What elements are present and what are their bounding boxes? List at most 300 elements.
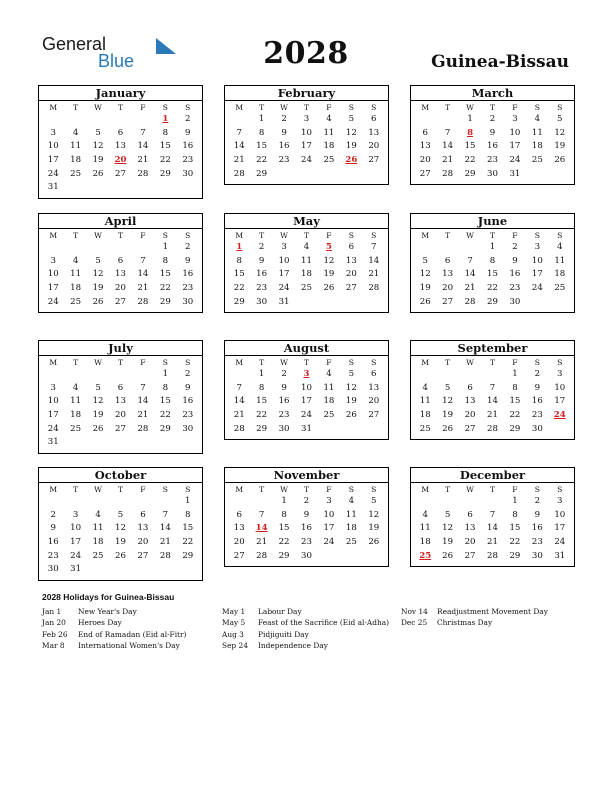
- day-cell: 18: [419, 537, 431, 548]
- day-cell: 2: [185, 369, 191, 379]
- day-cell: 2: [534, 496, 541, 506]
- empty-day-cell: [132, 368, 154, 382]
- day-cell: 24: [323, 537, 335, 548]
- empty-day-cell: [64, 368, 86, 382]
- day-cell: 2: [185, 242, 191, 252]
- day-cell: 15: [509, 523, 521, 534]
- holiday-day-cell: 20: [114, 155, 127, 166]
- day-cell: 27: [419, 168, 431, 179]
- day-cell: 7: [236, 382, 242, 393]
- month-grid: [39, 356, 202, 453]
- day-cell: 1: [185, 496, 191, 506]
- weekday-header: S: [371, 485, 377, 494]
- empty-day-cell: [436, 368, 458, 382]
- day-cell: 13: [137, 523, 149, 534]
- day-cell: 21: [137, 283, 149, 294]
- day-cell: 25: [70, 168, 82, 179]
- day-cell: 28: [487, 423, 498, 434]
- day-cell: 12: [442, 396, 454, 407]
- day-cell: 6: [117, 255, 124, 266]
- weekday-header: W: [280, 485, 288, 494]
- day-cell: 30: [182, 423, 194, 434]
- day-cell: 15: [464, 141, 476, 152]
- day-cell: 30: [531, 550, 543, 561]
- month-april: [38, 213, 203, 313]
- holiday-date: May 5: [222, 618, 246, 628]
- weekday-header: M: [235, 103, 244, 112]
- holiday-date: Dec 25: [401, 618, 428, 628]
- weekday-header: T: [489, 485, 496, 494]
- weekday-header: S: [162, 358, 168, 367]
- day-cell: 3: [50, 127, 56, 138]
- day-cell: 29: [159, 296, 171, 307]
- day-cell: 6: [348, 242, 355, 252]
- empty-day-cell: [87, 368, 109, 382]
- day-cell: 4: [72, 127, 79, 138]
- weekday-header: F: [512, 358, 518, 367]
- day-cell: 17: [323, 523, 335, 534]
- weekday-header: T: [259, 358, 265, 367]
- day-cell: 30: [256, 296, 268, 307]
- weekday-header: M: [421, 358, 430, 367]
- day-cell: 27: [345, 283, 357, 294]
- holiday-name: Readjustment Movement Day: [437, 607, 548, 616]
- weekday-header: F: [512, 231, 518, 240]
- day-cell: 6: [117, 127, 124, 138]
- weekday-header: T: [73, 485, 79, 494]
- day-cell: 22: [256, 155, 268, 166]
- weekday-header: S: [348, 103, 354, 112]
- weekday-header: S: [348, 358, 354, 367]
- holiday-day-cell: 1: [236, 242, 243, 252]
- day-cell: 11: [70, 396, 82, 407]
- weekday-header: S: [534, 485, 540, 494]
- weekday-header: S: [371, 231, 377, 240]
- weekday-header: T: [445, 103, 451, 112]
- day-cell: 5: [95, 255, 101, 266]
- empty-day-cell: [481, 368, 503, 382]
- weekday-header: M: [49, 485, 58, 494]
- day-cell: 2: [489, 114, 496, 124]
- day-cell: 15: [182, 523, 194, 534]
- day-cell: 28: [137, 168, 149, 179]
- day-cell: 29: [182, 550, 194, 561]
- day-cell: 4: [422, 382, 428, 393]
- day-cell: 24: [47, 423, 59, 434]
- day-cell: 8: [281, 509, 287, 520]
- day-cell: 19: [368, 523, 380, 534]
- day-cell: 4: [72, 382, 79, 393]
- day-cell: 7: [140, 255, 146, 266]
- day-cell: 26: [554, 155, 566, 166]
- day-cell: 27: [115, 168, 126, 179]
- day-cell: 9: [185, 127, 191, 138]
- empty-day-cell: [132, 241, 154, 255]
- day-cell: 28: [159, 550, 171, 561]
- day-cell: 10: [301, 127, 312, 138]
- day-cell: 24: [301, 155, 312, 166]
- day-cell: 26: [442, 550, 454, 561]
- day-cell: 21: [487, 537, 498, 548]
- empty-day-cell: [64, 241, 86, 255]
- empty-day-cell: [228, 113, 250, 127]
- weekday-header: F: [326, 485, 332, 494]
- weekday-header: T: [73, 103, 79, 112]
- day-cell: 30: [278, 423, 290, 434]
- day-cell: 10: [70, 523, 82, 534]
- day-cell: 28: [233, 423, 245, 434]
- day-cell: 5: [348, 369, 355, 379]
- day-cell: 10: [509, 127, 521, 138]
- day-cell: 14: [464, 269, 476, 280]
- day-cell: 27: [137, 550, 149, 561]
- day-cell: 16: [278, 396, 290, 407]
- day-cell: 4: [557, 242, 563, 252]
- weekday-header: T: [73, 358, 79, 367]
- day-cell: 21: [442, 155, 454, 166]
- day-cell: 22: [464, 155, 476, 166]
- day-cell: 24: [47, 296, 59, 307]
- day-cell: 12: [368, 509, 380, 520]
- month-title: October: [39, 468, 202, 483]
- day-cell: 2: [534, 369, 541, 379]
- empty-day-cell: [109, 241, 131, 255]
- day-cell: 17: [301, 396, 312, 407]
- weekday-header: F: [512, 485, 518, 494]
- day-cell: 15: [159, 396, 171, 407]
- day-cell: 25: [419, 423, 431, 434]
- empty-day-cell: [436, 495, 458, 509]
- day-cell: 2: [281, 114, 287, 124]
- empty-day-cell: [414, 495, 436, 509]
- weekday-header: T: [303, 358, 310, 367]
- day-cell: 21: [137, 155, 149, 166]
- day-cell: 3: [50, 255, 56, 266]
- day-cell: 23: [487, 155, 498, 166]
- day-cell: 22: [256, 410, 268, 421]
- empty-day-cell: [109, 113, 131, 127]
- day-cell: 10: [531, 255, 543, 266]
- month-title: June: [411, 214, 574, 229]
- empty-day-cell: [459, 241, 481, 255]
- day-cell: 31: [47, 182, 59, 193]
- month-title: January: [39, 86, 202, 101]
- day-cell: 16: [487, 141, 498, 152]
- day-cell: 9: [534, 382, 541, 393]
- weekday-header: T: [303, 231, 310, 240]
- holiday-row: [222, 629, 389, 640]
- day-cell: 18: [70, 155, 82, 166]
- day-cell: 31: [301, 423, 312, 434]
- day-cell: 13: [345, 255, 357, 266]
- day-cell: 6: [467, 382, 473, 393]
- day-cell: 8: [162, 127, 169, 138]
- day-cell: 30: [487, 168, 498, 179]
- day-cell: 24: [278, 283, 290, 294]
- day-cell: 10: [554, 382, 566, 393]
- day-cell: 4: [422, 509, 428, 520]
- day-cell: 13: [464, 523, 476, 534]
- weekday-header: W: [94, 231, 102, 240]
- holiday-row: [42, 606, 186, 617]
- day-cell: 1: [489, 242, 496, 252]
- day-cell: 13: [419, 141, 431, 152]
- weekday-header: T: [489, 358, 496, 367]
- holiday-day-cell: 25: [419, 550, 432, 561]
- day-cell: 7: [444, 127, 451, 138]
- day-cell: 1: [512, 369, 518, 379]
- day-cell: 19: [323, 269, 335, 280]
- day-cell: 17: [554, 523, 566, 534]
- weekday-header: S: [348, 231, 354, 240]
- day-cell: 27: [464, 550, 476, 561]
- day-cell: 9: [185, 382, 191, 393]
- day-cell: 20: [464, 410, 476, 421]
- day-cell: 22: [159, 155, 171, 166]
- weekday-header: W: [94, 358, 102, 367]
- day-cell: 12: [442, 523, 454, 534]
- empty-day-cell: [436, 113, 458, 127]
- day-cell: 17: [47, 155, 59, 166]
- day-cell: 14: [137, 141, 149, 152]
- day-cell: 8: [162, 382, 169, 393]
- day-cell: 13: [115, 141, 126, 152]
- day-cell: 8: [236, 255, 242, 266]
- day-cell: 9: [489, 127, 496, 138]
- day-cell: 16: [47, 537, 59, 548]
- holiday-row: [222, 640, 389, 651]
- day-cell: 20: [368, 141, 380, 152]
- day-cell: 3: [72, 509, 79, 520]
- day-cell: 4: [326, 114, 332, 124]
- holidays-title: 2028 Holidays for Guinea-Bissau: [42, 592, 175, 602]
- empty-day-cell: [109, 495, 131, 509]
- weekday-header: F: [140, 358, 146, 367]
- day-cell: 1: [512, 496, 518, 506]
- weekday-header: S: [162, 485, 168, 494]
- day-cell: 25: [92, 550, 104, 561]
- day-cell: 7: [140, 382, 146, 393]
- day-cell: 20: [115, 283, 126, 294]
- holiday-row: [401, 606, 548, 617]
- day-cell: 14: [137, 396, 149, 407]
- day-cell: 7: [489, 382, 496, 393]
- month-february: [224, 85, 389, 185]
- day-cell: 27: [368, 410, 380, 421]
- day-cell: 7: [140, 127, 146, 138]
- day-cell: 6: [236, 509, 242, 520]
- day-cell: 28: [368, 283, 380, 294]
- month-grid: [411, 356, 574, 439]
- weekday-header: S: [162, 103, 168, 112]
- day-cell: 13: [233, 523, 245, 534]
- day-cell: 3: [512, 114, 518, 124]
- day-cell: 18: [323, 141, 335, 152]
- holiday-date: Nov 14: [401, 607, 428, 616]
- month-grid: [225, 483, 388, 566]
- country-name: Guinea-Bissau: [431, 52, 569, 72]
- holiday-day-cell: 8: [467, 127, 474, 138]
- day-cell: 30: [301, 550, 312, 561]
- day-cell: 10: [47, 269, 59, 280]
- day-cell: 31: [47, 437, 59, 448]
- weekday-header: S: [348, 485, 354, 494]
- day-cell: 15: [487, 269, 498, 280]
- day-cell: 16: [301, 523, 312, 534]
- empty-day-cell: [109, 368, 131, 382]
- day-cell: 18: [531, 141, 543, 152]
- weekday-header: M: [49, 103, 58, 112]
- weekday-header: T: [117, 358, 124, 367]
- weekday-header: T: [445, 231, 451, 240]
- day-cell: 28: [256, 550, 268, 561]
- day-cell: 29: [487, 296, 498, 307]
- day-cell: 21: [368, 269, 380, 280]
- holiday-name: Independence Day: [258, 640, 328, 650]
- weekday-header: T: [445, 485, 451, 494]
- day-cell: 21: [137, 410, 149, 421]
- weekday-header: W: [280, 358, 288, 367]
- weekday-header: S: [534, 103, 540, 112]
- day-cell: 30: [182, 296, 194, 307]
- weekday-header: T: [489, 231, 496, 240]
- day-cell: 30: [509, 296, 521, 307]
- day-cell: 20: [368, 396, 380, 407]
- day-cell: 19: [115, 537, 126, 548]
- weekday-header: S: [557, 485, 563, 494]
- month-grid: [225, 229, 388, 312]
- day-cell: 19: [554, 141, 566, 152]
- holiday-date: May 1: [222, 607, 246, 616]
- holiday-name: Pidjiguiti Day: [258, 629, 309, 639]
- weekday-header: M: [235, 485, 244, 494]
- day-cell: 9: [512, 255, 518, 266]
- weekday-header: T: [489, 103, 496, 112]
- holiday-day-cell: 24: [553, 410, 566, 421]
- weekday-header: F: [512, 103, 518, 112]
- holiday-column: [401, 606, 548, 629]
- day-cell: 24: [70, 550, 82, 561]
- day-cell: 9: [281, 127, 287, 138]
- day-cell: 15: [278, 523, 290, 534]
- day-cell: 20: [442, 283, 454, 294]
- day-cell: 31: [509, 168, 521, 179]
- weekday-header: S: [162, 231, 168, 240]
- empty-day-cell: [64, 495, 86, 509]
- day-cell: 13: [115, 269, 126, 280]
- holiday-date: Sep 24: [222, 640, 248, 650]
- day-cell: 14: [442, 141, 454, 152]
- empty-day-cell: [132, 495, 154, 509]
- day-cell: 29: [464, 168, 476, 179]
- empty-day-cell: [42, 368, 64, 382]
- day-cell: 2: [185, 114, 191, 124]
- day-cell: 7: [162, 509, 169, 520]
- holiday-row: [42, 640, 186, 651]
- day-cell: 16: [256, 269, 268, 280]
- weekday-header: S: [534, 231, 540, 240]
- day-cell: 3: [557, 369, 563, 379]
- day-cell: 15: [509, 396, 521, 407]
- day-cell: 11: [301, 255, 312, 266]
- day-cell: 1: [467, 114, 473, 124]
- day-cell: 19: [345, 141, 357, 152]
- day-cell: 6: [422, 127, 428, 138]
- day-cell: 16: [531, 523, 543, 534]
- day-cell: 22: [233, 283, 245, 294]
- day-cell: 17: [509, 141, 521, 152]
- empty-day-cell: [481, 495, 503, 509]
- day-cell: 3: [281, 242, 287, 252]
- day-cell: 5: [117, 509, 124, 520]
- day-cell: 28: [487, 550, 498, 561]
- day-cell: 23: [47, 550, 59, 561]
- day-cell: 3: [326, 496, 332, 506]
- day-cell: 21: [159, 537, 171, 548]
- day-cell: 17: [278, 269, 290, 280]
- weekday-header: T: [259, 485, 265, 494]
- day-cell: 16: [182, 269, 194, 280]
- holiday-date: Jan 20: [42, 618, 66, 628]
- day-cell: 18: [323, 396, 335, 407]
- month-title: August: [225, 341, 388, 356]
- month-title: December: [411, 468, 574, 483]
- day-cell: 29: [256, 168, 268, 179]
- holiday-row: [42, 617, 186, 628]
- month-title: September: [411, 341, 574, 356]
- day-cell: 15: [233, 269, 245, 280]
- weekday-header: S: [557, 358, 563, 367]
- day-cell: 4: [95, 509, 101, 520]
- day-cell: 27: [368, 155, 380, 166]
- brand-name-general: General: [42, 34, 107, 54]
- month-december: [410, 467, 575, 567]
- day-cell: 29: [159, 168, 171, 179]
- holiday-day-cell: 26: [345, 155, 358, 166]
- weekday-header: T: [117, 231, 124, 240]
- day-cell: 29: [509, 550, 521, 561]
- day-cell: 14: [137, 269, 149, 280]
- weekday-header: F: [326, 231, 332, 240]
- weekday-header: T: [73, 231, 79, 240]
- day-cell: 22: [487, 283, 498, 294]
- day-cell: 15: [159, 141, 171, 152]
- day-cell: 11: [554, 255, 566, 266]
- day-cell: 11: [70, 141, 82, 152]
- day-cell: 29: [278, 550, 290, 561]
- day-cell: 11: [323, 127, 335, 138]
- day-cell: 2: [303, 496, 310, 506]
- day-cell: 29: [159, 423, 171, 434]
- holiday-name: Heroes Day: [78, 618, 122, 628]
- day-cell: 6: [117, 382, 124, 393]
- day-cell: 21: [233, 155, 245, 166]
- day-cell: 5: [557, 114, 563, 124]
- weekday-header: W: [94, 103, 102, 112]
- empty-day-cell: [87, 113, 109, 127]
- day-cell: 31: [554, 550, 566, 561]
- weekday-header: S: [534, 358, 540, 367]
- day-cell: 18: [70, 410, 82, 421]
- month-july: [38, 340, 203, 454]
- day-cell: 31: [70, 564, 82, 575]
- day-cell: 9: [534, 509, 541, 520]
- day-cell: 29: [256, 423, 268, 434]
- day-cell: 12: [92, 269, 104, 280]
- day-cell: 1: [162, 242, 169, 252]
- empty-day-cell: [42, 113, 64, 127]
- day-cell: 9: [185, 255, 191, 266]
